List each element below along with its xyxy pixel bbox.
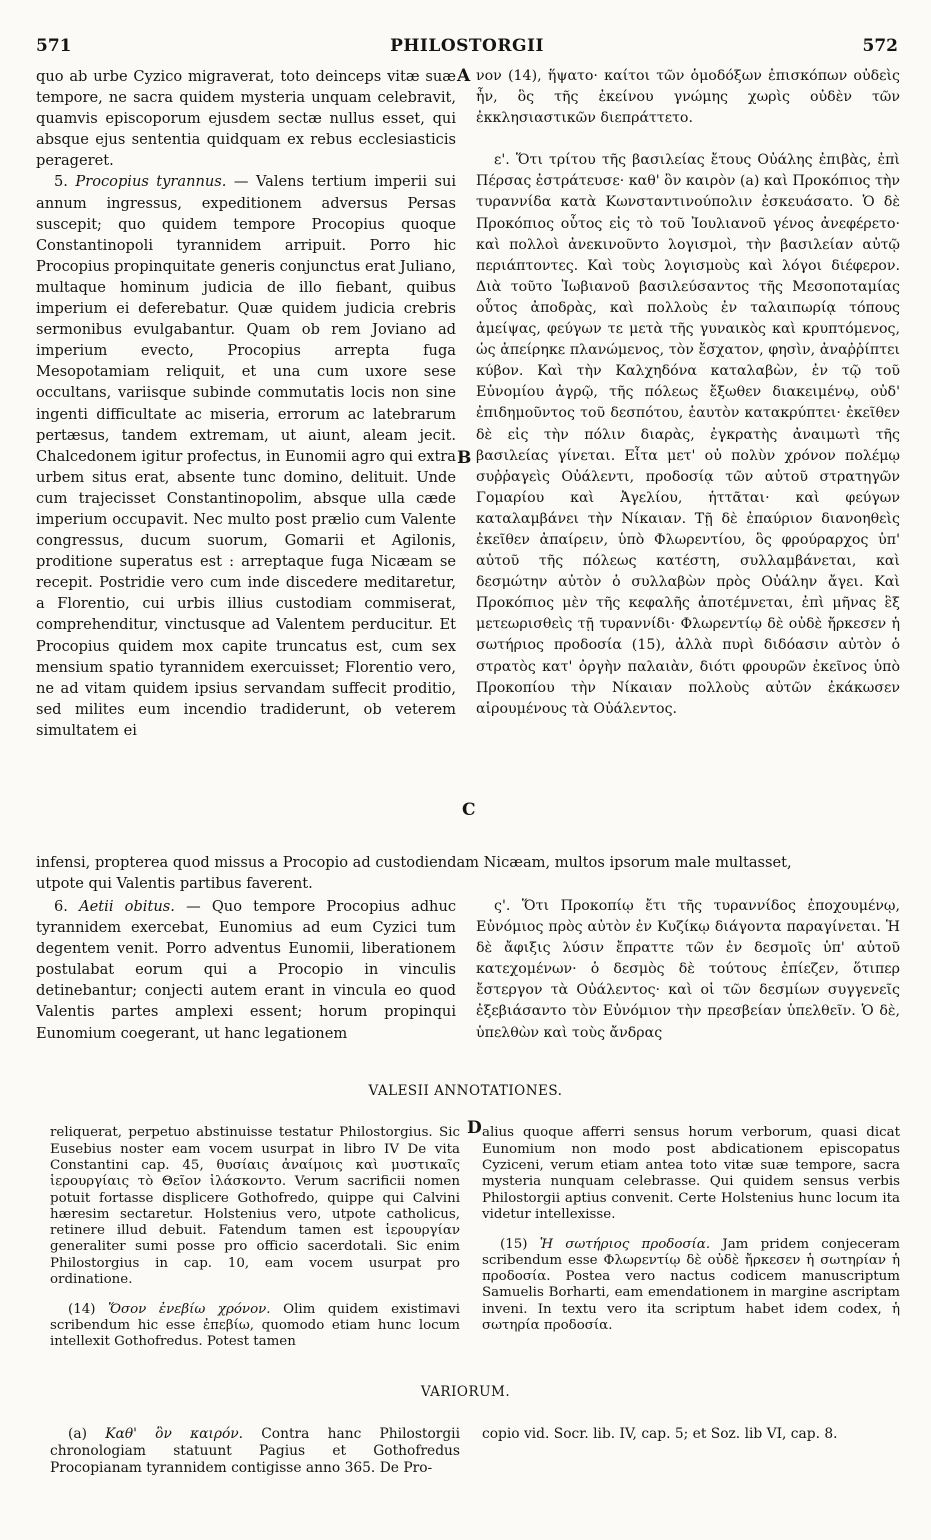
- variorum-left: [50, 1412, 460, 1491]
- annotation-15: [482, 1237, 900, 1335]
- variorum-note-continuation: copio vid. Socr. lib. IV, cap. 5; et Soz. lib VI, cap. 8.: [482, 1425, 838, 1442]
- variorum-heading: VARIORUM.: [420, 1384, 511, 1400]
- note-number: (14): [68, 1301, 96, 1317]
- note-lemma: Καθ' ὃν καιρόν.: [105, 1425, 244, 1442]
- annotation-paragraph: reliquerat, perpetuo abstinuisse testatur Philostorgius. Sic Eusebius noster eam vocem usurpat in libro IV De vita Constantini cap. 45, θυσίαις ἀναίμοις καὶ μυστικαῖς ἱερουργίαις τὸ Θεῖον ἱλάσκοντο. Verum sacrificii nomen potuit fortasse displicere Gothofredo, quippe qui Calvini hæresim sectaretur. Holstenius vero, utpote catholicus, retinere illud debuit. Fatendum tamen est ἱερουργίαν generaliter sumi posse pro officio sacerdotali. Sic enim Philostorgius in cap. 10, eam vocem usurpat pro ordinatione.: [50, 1125, 460, 1288]
- section-text: Ὅτι τρίτου τῆς βασιλείας ἔτους Οὐάλης ἐπιβὰς, ἐπὶ Πέρσας ἐστράτευσε· καθ' ὃν καιρὸν (a) καὶ Προκόπιος τὴν τυραννίδα κατὰ Κωνσταντινούπολιν ἐσκευάσατο. Ὁ δὲ Προκόπιος οὗτος εἰς τὸ τοῦ Ἰουλιανοῦ γένος ἀνεφέρετο· καὶ πολλοὶ ἀνεκινοῦντο λογισμοὶ, τὴν βασιλείαν αὐτῷ περιάπτοντες. Καὶ τοὺς λογισμοὺς καὶ λόγοι διέφερον. Διὰ τοῦτο Ἰωβιανοῦ βασιλεύσαντος τῆς Μεσοποταμίας οὗτος ἀποδρὰς, καὶ πολλοὺς ἐν ταλαιπωρίᾳ τόπους ἀμείψας, φεύγων τε μετὰ τῆς γυναικὸς καὶ κρυπτόμενος, ὡς ἀπείρηκε πλανώμενος, τὸν ἔσχατον, φησὶν, ἀναῤῥίπτει κύβον. Καὶ τὴν Καλχηδόνα καταλαβὼν, ἐν τῷ τοῦ Εὐνομίου ἀγρῷ, τῆς πόλεως ἔξωθεν διακειμένῳ, οὐδ' ἐπιδημοῦντος τοῦ δεσπότου, ἑαυτὸν κατακρύπτει· ἐκεῖθεν δὲ εἰς τὴν πόλιν διαρὰς, ἐγκρατὴς ἀναιμωτὶ τῆς βασιλείας γίνεται. Εἶτα μετ' οὐ πολὺν χρόνον πολέμῳ συῤῥαγεὶς Οὐάλεντι, προδοσίᾳ τῶν αὐτοῦ στρατηγῶν Γομαρίου καὶ Ἀγελίου, ἡττᾶται· καὶ φεύγων καταλαμβάνει τὴν Νίκαιαν. Τῇ δὲ ἐπαύριον διανοηθεὶς ἐκεῖθεν ἀπαίρειν, ὑπὸ Φλωρεντίου, ὃς φρούραρχος ὑπ' αὐτοῦ τῆς πόλεως κατέστη, συλλαμβάνεται, καὶ δεσμώτην αὐτὸν ὁ συλλαβὼν πρὸς Οὐάλην ἄγει. Καὶ Προκόπιος μὲν τῆς κεφαλῆς ἀποτέμνεται, ἐπὶ μῆνας ἓξ μετεωρισθεὶς τῇ τυραννίδι· Φλωρεντίῳ δὲ οὐδὲ ἤρκεσεν ἡ σωτήριος προδοσία (15), ἀλλὰ πυρὶ διδόασιν αὐτὸν ὁ στρατὸς κατ' ὀργὴν παλαιὰν, διότι φρουρῶν ἐκεῖνος ὑπὸ Προκοπίου τὴν Νίκαιαν πολλοὺς αὐτῶν ἐκάκωσεν αἱρουμένους τὰ Οὐάλεντος.: [476, 152, 900, 717]
- left-page-number: 571: [36, 36, 72, 56]
- section-title: Procopius tyrannus.: [75, 173, 227, 191]
- running-header: [36, 36, 898, 62]
- margin-marker-b: B: [457, 448, 472, 468]
- annotation-14: [50, 1302, 460, 1351]
- section-title: Aetii obitus.: [79, 898, 175, 915]
- variorum-note-a: [50, 1426, 460, 1477]
- annotation-paragraph: alius quoque afferri sensus horum verborum, quasi dicat Eunomium non modo post abdicationem episcopatus Cyziceni, verum etiam antea toto vitæ suæ tempore, sacra mysteria nunquam celebrasse. Qui quidem sensus verbis Philostorgii aptius convenit. Certe Holstenius hunc locum ita videtur intellexisse.: [482, 1125, 900, 1222]
- greek-section-5: [476, 150, 900, 720]
- greek-column-top: [476, 66, 900, 720]
- note-number: (a): [68, 1425, 87, 1442]
- latin-section-5: [36, 171, 456, 741]
- latin-column-top: [36, 66, 456, 741]
- variorum-right: [482, 1412, 900, 1457]
- annotations-right: [482, 1112, 900, 1348]
- note-text: Olim quidem existimavi scribendum hic esse ἐπεβίω, quomodo etiam hunc locum intellexit Gothofredus. Potest tamen: [50, 1301, 460, 1350]
- margin-marker-c: C: [462, 800, 476, 820]
- running-title: PHILOSTORGII: [390, 36, 544, 56]
- greek-section-6: [476, 896, 900, 1044]
- full-width-lines: [36, 852, 902, 894]
- margin-marker-d: D: [467, 1118, 482, 1138]
- note-lemma: Ἡ σωτήριος προδοσία.: [539, 1236, 711, 1252]
- margin-marker-a: A: [457, 66, 471, 86]
- section-number: 6.: [54, 898, 68, 915]
- section-number: ε'.: [494, 152, 510, 169]
- greek-opening-paragraph: νον (14), ἥψατο· καίτοι τῶν ὁμοδόξων ἐπισκόπων οὐδεὶς ἦν, ὃς τῆς ἐκείνου γνώμης χωρὶς οὐδὲν τῶν ἐκκλησιαστικῶν διεπράττετο.: [476, 68, 900, 127]
- full-width-line-1: infensi, propterea quod missus a Procopio ad custodiendam Nicæam, multos ipsorum male multasset,: [36, 854, 792, 871]
- section-text: Ὅτι Προκοπίῳ ἔτι τῆς τυραννίδος ἐποχουμένῳ, Εὐνόμιος πρὸς αὐτὸν ἐν Κυζίκῳ διάγοντα παραγίνεται. Ἡ δὲ ἄφιξις λύσιν ἔπραττε τῶν ἐν δεσμοῖς ὑπ' αὐτοῦ κατεχομένων· ὁ δεσμὸς δὲ τούτους ἐπίεζεν, ὅτιπερ ἔστεργον τὰ Οὐάλεντος· καὶ οἱ τῶν δεσμίων συγγενεῖς ἐξεβιάσαντο τὸν Εὐνόμιον τὴν πρεσβείαν ὑπελθεῖν. Ὁ δὲ, ὑπελθὼν καὶ τοὺς ἄνδρας: [476, 898, 900, 1041]
- section-text: — Valens tertium imperii sui annum ingressus, expeditionem adversus Persas suscepit; quo quidem tempore Procopius quoque Constantinopoli tyrannidem arripuit. Porro hic Procopius propinquitate generis conjunctus erat Juliano, multaque hominum judicia de illo fiebant, quibus imperium ei deferebatur. Quæ quidem judicia crebris sermonibus evulgabantur. Quam ob rem Joviano ad imperium evecto, Procopius arrepta fuga Mesopotamiam reliquit, et una cum uxore sese occultans, variisque subinde commutatis locis non sine ingenti difficultate ac miseria, errorum ac latebrarum pertæsus, tandem extremam, ut aiunt, aleam jecit. Chalcedonem igitur profectus, in Eunomii agro qui extra urbem situs erat, absente tunc domino, delituit. Unde cum trajecisset Constantinopolim, absque ulla cæde imperium occupavit. Nec multo post prælio cum Valente congressus, ducum suorum, Gomarii et Agilonis, proditione superatus est : arreptaque fuga Nicæam se recepit. Postridie vero cum inde discedere meditaretur, a Florentio, cui urbis illius custodiam commiserat, comprehenditur, vinctusque ad Valentem perducitur. Et Procopius quidem mox capite truncatus est, cum sex mensium spatio tyrannidem exercuisset; Florentio vero, ne ad vitam quidem ipsius servandam suffecit proditio, sed milites eum incendio tradiderunt, ob veterem simultatem ei: [36, 173, 457, 739]
- note-lemma: Ὅσον ἐνεβίω χρόνον.: [108, 1301, 271, 1317]
- section-text: — Quo tempore Procopius adhuc tyrannidem exercebat, Eunomius ad eum Cyzici tum degentem venit. Porro adventus Eunomii, liberationem postulabat eorum qui a Procopio in vinculis detinebantur; conjecti autem erant in vincula eo quod Valentis partes amplexi essent; horum propinqui Eunomium coegerant, ut hanc legationem: [36, 898, 457, 1042]
- full-width-line-2: utpote qui Valentis partibus faverent.: [36, 875, 313, 893]
- note-text: Jam pridem conjeceram scribendum esse Φλωρεντίῳ δὲ οὐδὲ ἤρκεσεν ἡ σωτηρίαν ἡ προδοσία. Postea vero nactus codicem manuscriptum Samuelis Borharti, eam emendationem in margine ascriptam inveni. In textu vero ita scriptum habet idem codex, ἡ σωτηρία προδοσία.: [482, 1236, 900, 1334]
- annotations-left: [50, 1112, 460, 1364]
- latin-section-6: [36, 896, 456, 1044]
- annotations-heading: VALESII ANNOTATIONES.: [368, 1083, 563, 1099]
- section-number: 5.: [54, 173, 68, 191]
- section-number: ς'.: [494, 898, 511, 914]
- note-number: (15): [500, 1236, 528, 1252]
- note-text: Contra hanc Philostorgii chronologiam statuunt Pagius et Gothofredus Procopianam tyrannidem contigisse anno 365. De Pro-: [50, 1425, 460, 1476]
- right-page-number: 572: [862, 36, 898, 56]
- latin-opening-paragraph: quo ab urbe Cyzico migraverat, toto deinceps vitæ suæ tempore, ne sacra quidem mysteria unquam celebravit, quamvis episcoporum ejusdem sectæ nullus esset, qui absque ejus sententia quidquam ex rebus ecclesiasticis perageret.: [36, 68, 456, 170]
